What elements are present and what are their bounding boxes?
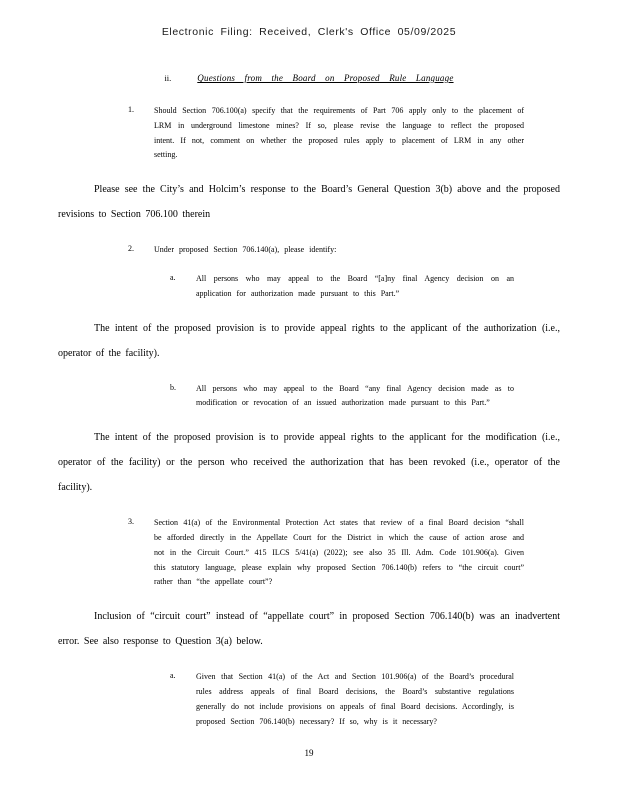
answer-text: The intent of the proposed provision is to provide appeal rights to the applicant of the authorization (i.e., operator of the facility). — [58, 322, 560, 359]
question-text: All persons who may appeal to the Board “any final Agency decision made as to modification or revocation of an issued authorization made pursuant to this Part.” — [196, 383, 514, 408]
question-number: b. — [170, 382, 176, 392]
question-subitem — [170, 272, 514, 302]
answer-paragraph — [58, 177, 560, 227]
question-number: 1. — [128, 105, 134, 114]
question-text: Section 41(a) of the Environmental Protection Act states that review of a final Board decision “shall be afforded directly in the Appellate Court for the District in which the cause of action arose and not in the Circuit Court.” 415 ILCS 5/41(a) (2022); see also 35 Ill. Adm. Code 101.906(a). Given this statutory language, please explain why proposed Section 706.140(b) refers to “the circuit court” rather than “the appellate court”? — [154, 518, 524, 587]
answer-text: Inclusion of “circuit court” instead of “appellate court” in proposed Section 706.140(b) was an inadvertent error. See also response to Question 3(a) below. — [58, 611, 560, 648]
question-subitem — [170, 670, 514, 729]
question-number: 2. — [128, 244, 134, 254]
question-text: Given that Section 41(a) of the Act and Section 101.906(a) of the Board’s procedural rules address appeals of final Board decisions, the Board’s substantive regulations generally do not include provisions on appeals of final Board decisions. Accordingly, is proposed Section 706.140(b) necessary? If so, why is it necessary? — [196, 672, 514, 726]
page-number: 19 — [304, 748, 314, 758]
section-heading-numeral: ii. — [164, 73, 172, 83]
question-number: 3. — [128, 517, 134, 527]
answer-paragraph — [58, 425, 560, 500]
answer-paragraph — [58, 316, 560, 366]
answer-text: The intent of the proposed provision is to provide appeal rights to the applicant for the modification (i.e., operator of the facility) or the person who received the authorization that has been revoked (i.e., operator of the facility). — [58, 432, 560, 494]
question-number: a. — [170, 272, 176, 282]
question-item — [128, 516, 524, 590]
section-heading — [58, 68, 560, 86]
section-heading-text: Questions from the Board on Proposed Rule Language — [197, 73, 454, 83]
question-number: a. — [170, 671, 176, 681]
question-text: Under proposed Section 706.140(a), please identify: — [154, 245, 337, 255]
question-item — [128, 243, 524, 258]
efiling-stamp: Electronic Filing: Received, Clerk's Office 05/09/2025 — [161, 26, 457, 38]
question-text: All persons who may appeal to the Board “[a]ny final Agency decision on an application for authorization made pursuant to this Part.” — [196, 273, 514, 298]
question-subitem — [170, 382, 514, 412]
question-item — [128, 104, 524, 163]
question-text: Should Section 706.100(a) specify that the requirements of Part 706 apply only to the placement of LRM in underground limestone mines? If so, please revise the language to reflect the proposed intent. If not, comment on whether the proposed rules apply to placement of LRM in any other setting. — [154, 106, 524, 160]
answer-text: Please see the City’s and Holcim’s response to the Board’s General Question 3(b) above and the proposed revisions to Section 706.100 therein — [58, 184, 560, 221]
answer-paragraph — [58, 604, 560, 654]
